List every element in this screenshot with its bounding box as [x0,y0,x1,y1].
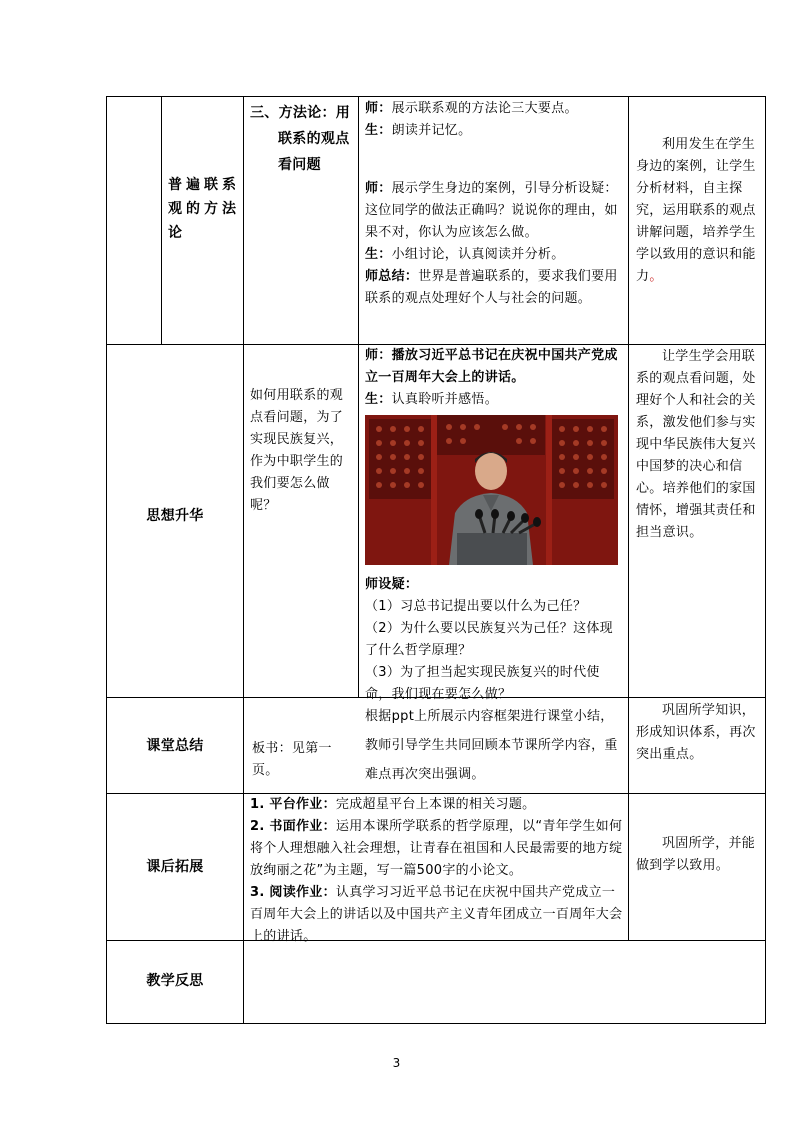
homework-label: 2. 书面作业： [250,819,336,834]
subsection-heading-line: 联系的观点 [278,131,350,147]
activity-text: 世界是普遍联系的，要求我们要用联系的观点处理好个人与社会的问题。 [365,269,618,306]
homework-item [250,882,626,948]
subsection-heading [250,100,358,178]
subsection-heading-line: 看问题 [278,157,321,173]
role-label: 生： [365,392,392,407]
table-border-right [765,96,766,1024]
design-intent [636,134,762,288]
column-divider [358,96,359,698]
activity-line [365,120,625,142]
board-note: 板书：见第一页。 [252,741,332,778]
column-divider [161,96,162,345]
guiding-question: 如何用联系的观点看问题，为了实现民族复兴，作为中职学生的我们要怎么做呢？ [250,388,344,513]
section-title-extension: 课后拓展 [146,859,204,875]
activity-block [365,345,625,411]
table-border-top [106,96,766,97]
role-label: 师： [365,101,392,116]
question-item: （3）为了担当起实现民族复兴的时代使命，我们现在要怎么做？ [365,665,600,702]
section-title-methodology: 普遍联系观的方法论 [168,177,240,241]
column-divider [243,96,244,1024]
design-intent-text: 利用发生在学生身边的案例，让学生分析材料，自主探究，运用联系的观点讲解问题，培养学生学以致用的意识和能力 [636,137,756,284]
activity-line [365,244,625,266]
activity-text: 展示联系观的方法论三大要点。 [391,101,578,116]
design-intent: 让学生学会用联系的观点看问题，处理好个人和社会的关系，激发他们参与实现中华民族伟大复兴中国梦的决心和信心。培养他们的家国情怀，增强其责任和担当意识。 [636,349,756,540]
teacher-line: 师：播放习近平总书记在庆祝中国共产党成立一百周年大会上的讲话。 [365,348,618,385]
subsection-heading-line: 三、方法论：用 [250,105,351,121]
homework-text: 完成超星平台上本课的相关习题。 [335,797,536,812]
design-intent: 巩固所学，并能做到学以致用。 [636,836,756,873]
speech-photo [365,415,618,565]
questions-block [365,574,625,706]
homework-item [250,794,626,816]
role-label: 生： [365,247,392,262]
activity-text: 展示学生身边的案例，引导分析设疑：这位同学的做法正确吗？说说你的理由，如果不对，你认为应该怎么做。 [365,181,618,240]
homework-label: 3. 阅读作业： [250,885,336,900]
homework-text: 认真学习习近平总书记在庆祝中国共产党成立一百周年大会上的讲话以及中国共产主义青年团成立一百周年大会上的讲话。 [250,885,623,944]
table-border-left [106,96,107,1024]
design-intent-punct: 。 [649,269,663,284]
activity-block [365,98,625,310]
column-divider [628,96,629,941]
activity-text: 朗读并记忆。 [391,123,472,138]
question-item: （2）为什么要以民族复兴为己任？这体现了什么哲学原理？ [365,621,613,658]
section-title-summary: 课堂总结 [146,738,204,754]
summary-activity: 根据ppt上所展示内容框架进行课堂小结，教师引导学生共同回顾本节课所学内容，重难点再次突出强调。 [365,709,618,782]
homework-text: 运用本课所学联系的哲学原理，以“青年学生如何将个人理想融入社会理想，让青春在祖国和人民最需要的地方绽放绚丽之花”为主题，写一篇500字的小论文。 [250,819,623,878]
student-line [365,389,625,411]
question-item: （1）习总书记提出要以什么为己任？ [365,599,587,614]
role-label: 生： [365,123,392,138]
homework-block [250,794,626,948]
role-label: 师总结： [365,269,419,284]
activity-line [365,178,625,244]
speech-photo-illustration [365,415,618,565]
role-label: 师： [365,181,392,196]
activity-text: 认真聆听并感悟。 [391,392,499,407]
activity-line [365,266,625,310]
activity-text: 小组讨论，认真阅读并分析。 [391,247,565,262]
homework-item [250,816,626,882]
section-title-reflection: 教学反思 [146,973,204,989]
page-number: 3 [392,1056,401,1070]
activity-line [365,98,625,120]
questions-title: 师设疑： [365,577,419,592]
homework-label: 1. 平台作业： [250,797,336,812]
table-border-bottom [106,1023,766,1024]
design-intent: 巩固所学知识，形成知识体系，再次突出重点。 [636,703,756,762]
section-title-sublimation: 思想升华 [146,508,204,524]
